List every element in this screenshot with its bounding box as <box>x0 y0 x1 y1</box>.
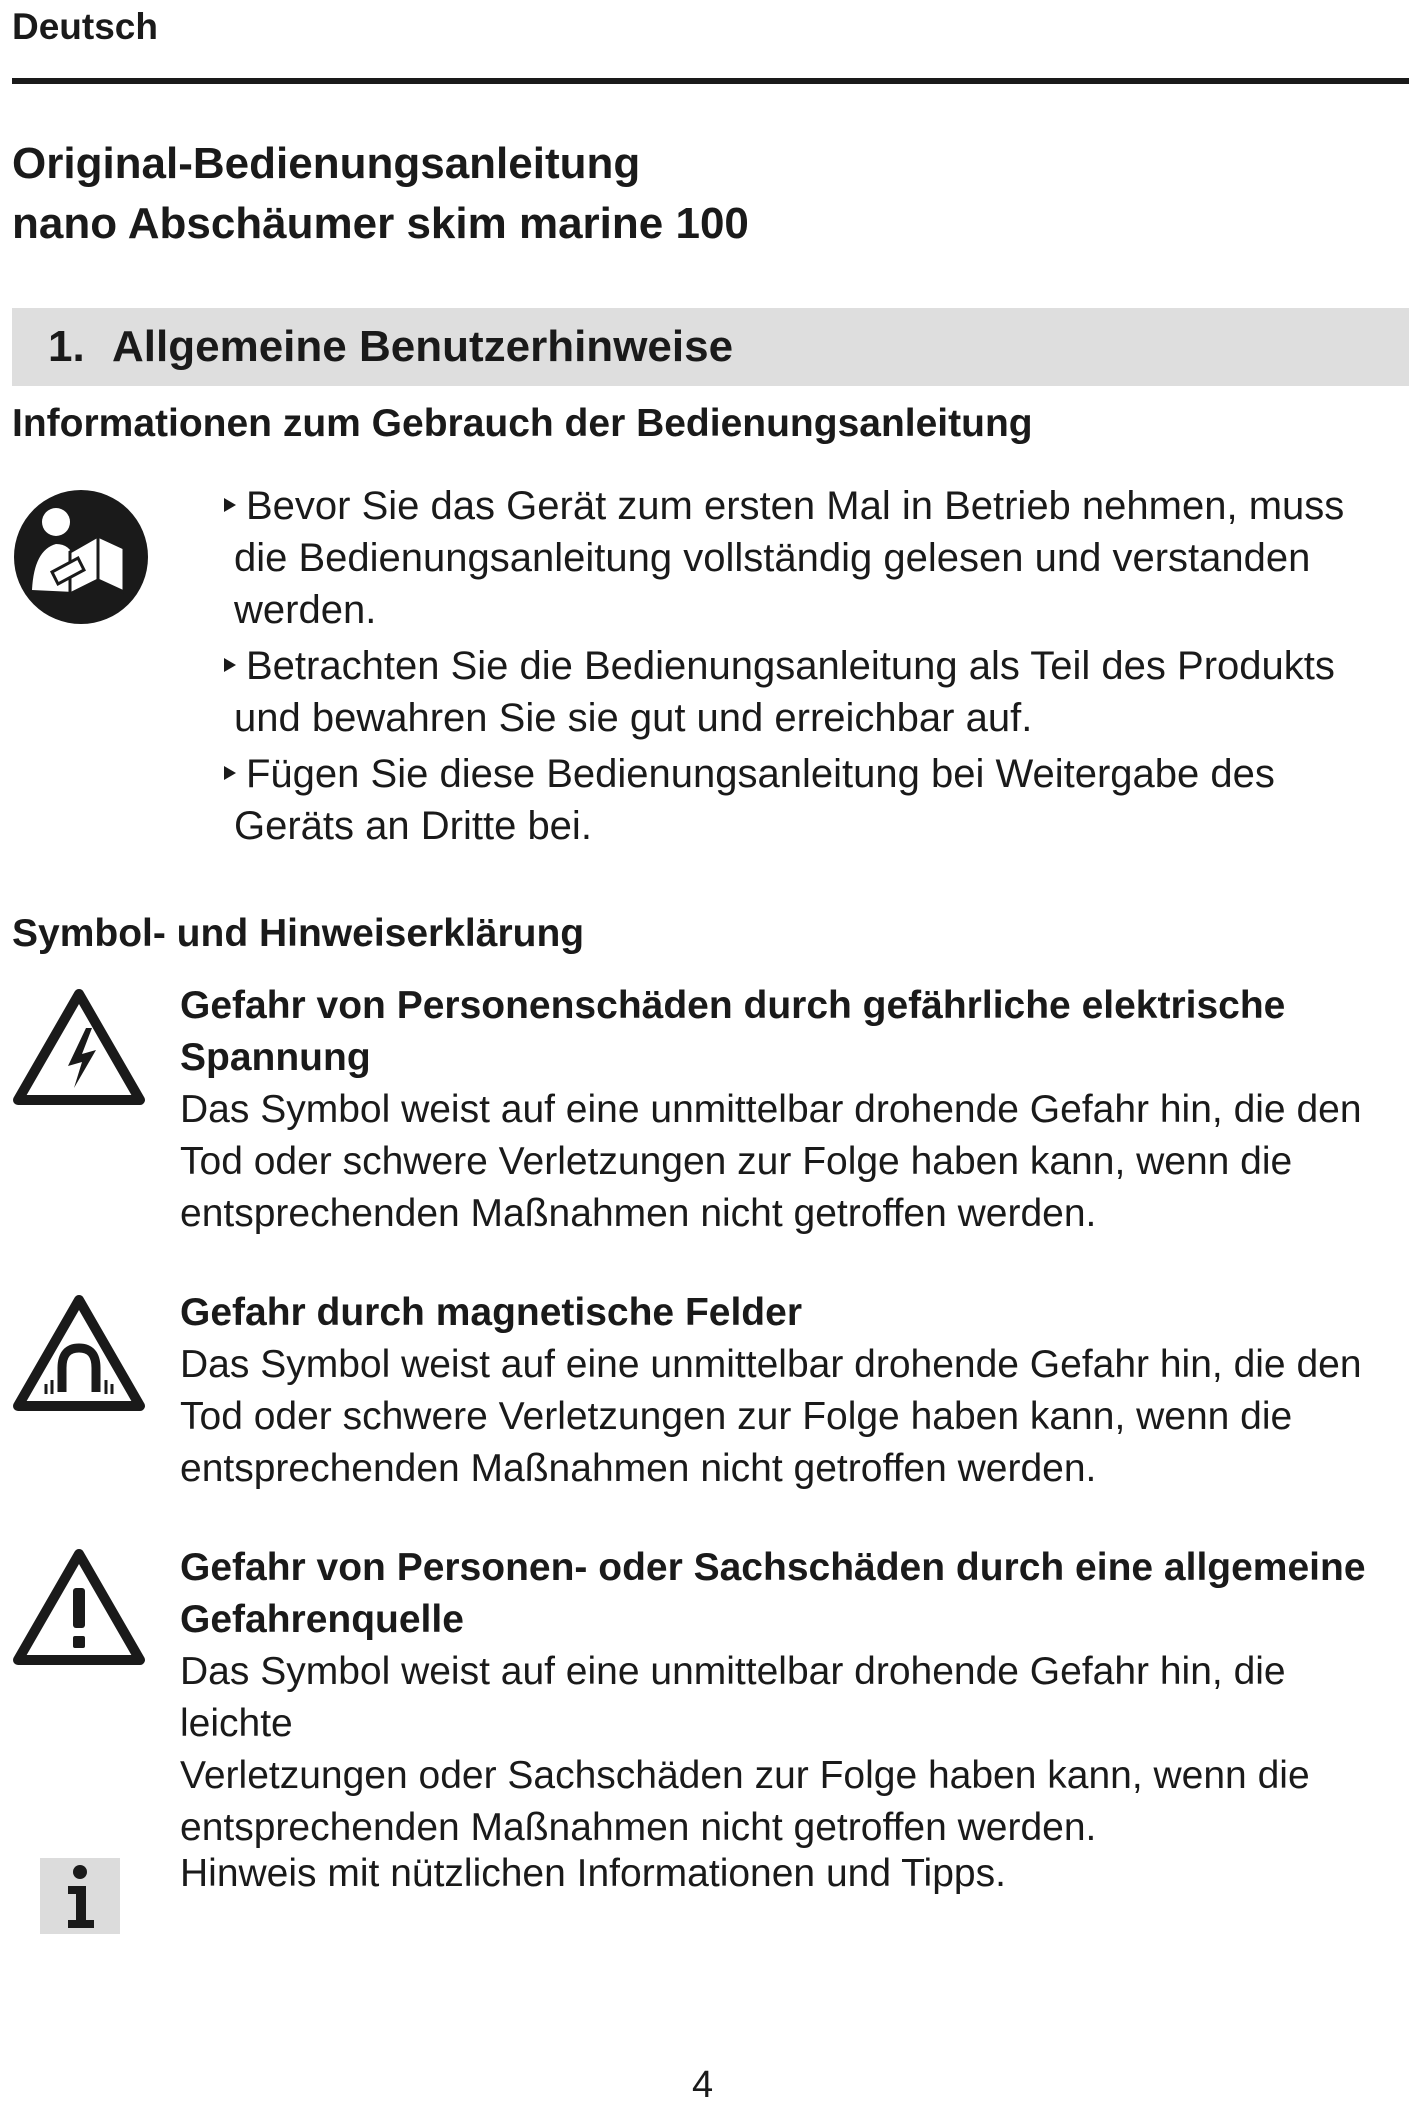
list-item <box>222 748 1402 852</box>
info-icon <box>40 1858 120 1934</box>
document-title <box>12 134 749 254</box>
symbol-item-magnetic <box>180 1287 1405 1495</box>
general-warning-icon <box>12 1548 146 1668</box>
bullet-text: werden. <box>234 588 377 632</box>
symbol-item-electric <box>180 980 1405 1240</box>
header-divider <box>12 78 1409 84</box>
usage-info-heading: Informationen zum Gebrauch der Bedienungsanleitung <box>12 402 1033 445</box>
symbol-description: Das Symbol weist auf eine unmittelbar drohende Gefahr hin, die den <box>180 1088 1362 1131</box>
symbol-description: Das Symbol weist auf eine unmittelbar drohende Gefahr hin, die den <box>180 1343 1362 1386</box>
usage-bullet-list <box>222 480 1402 856</box>
bullet-text: Bevor Sie das Gerät zum ersten Mal in Betrieb nehmen, muss <box>246 484 1345 528</box>
symbol-description: Das Symbol weist auf eine unmittelbar drohende Gefahr hin, die leichte <box>180 1650 1286 1745</box>
section-number: 1. <box>48 322 85 371</box>
bullet-text: Betrachten Sie die Bedienungsanleitung als Teil des Produkts <box>246 644 1335 688</box>
symbol-heading: Gefahrenquelle <box>180 1598 464 1641</box>
section-header <box>12 308 1409 386</box>
bullet-text: die Bedienungsanleitung vollständig gelesen und verstanden <box>234 536 1311 580</box>
symbol-heading: Gefahr von Personen- oder Sachschäden durch eine allgemeine <box>180 1546 1366 1589</box>
symbol-item-general <box>180 1542 1405 1854</box>
symbol-heading: Gefahr durch magnetische Felder <box>180 1291 803 1334</box>
bullet-arrow-icon <box>224 658 236 672</box>
read-manual-icon <box>12 488 150 626</box>
electric-voltage-warning-icon <box>12 988 146 1108</box>
symbol-heading: Spannung <box>180 1036 371 1079</box>
info-note-text: Hinweis mit nützlichen Informationen und Tipps. <box>180 1852 1006 1895</box>
list-item <box>222 640 1402 744</box>
symbol-description: entsprechenden Maßnahmen nicht getroffen werden. <box>180 1192 1097 1235</box>
symbol-description: Tod oder schwere Verletzungen zur Folge haben kann, wenn die <box>180 1395 1293 1438</box>
page-number: 4 <box>692 2064 714 2106</box>
symbols-heading: Symbol- und Hinweiserklärung <box>12 912 585 955</box>
list-item <box>222 480 1402 636</box>
symbol-description: Tod oder schwere Verletzungen zur Folge haben kann, wenn die <box>180 1140 1293 1183</box>
bullet-arrow-icon <box>224 498 236 512</box>
document-title-line-1: Original-Bedienungsanleitung <box>12 139 641 188</box>
document-title-line-2: nano Abschäumer skim marine 100 <box>12 199 749 248</box>
bullet-arrow-icon <box>224 766 236 780</box>
bullet-text: Geräts an Dritte bei. <box>234 804 592 848</box>
section-title: Allgemeine Benutzerhinweise <box>112 322 734 371</box>
symbol-heading: Gefahr von Personenschäden durch gefährliche elektrische <box>180 984 1286 1027</box>
language-label: Deutsch <box>12 6 158 47</box>
bullet-text: und bewahren Sie sie gut und erreichbar auf. <box>234 696 1033 740</box>
bullet-text: Fügen Sie diese Bedienungsanleitung bei Weitergabe des <box>246 752 1275 796</box>
magnetic-field-warning-icon <box>12 1294 146 1414</box>
symbol-description: entsprechenden Maßnahmen nicht getroffen werden. <box>180 1806 1097 1849</box>
symbol-description: Verletzungen oder Sachschäden zur Folge haben kann, wenn die <box>180 1754 1310 1797</box>
symbol-description: entsprechenden Maßnahmen nicht getroffen werden. <box>180 1447 1097 1490</box>
